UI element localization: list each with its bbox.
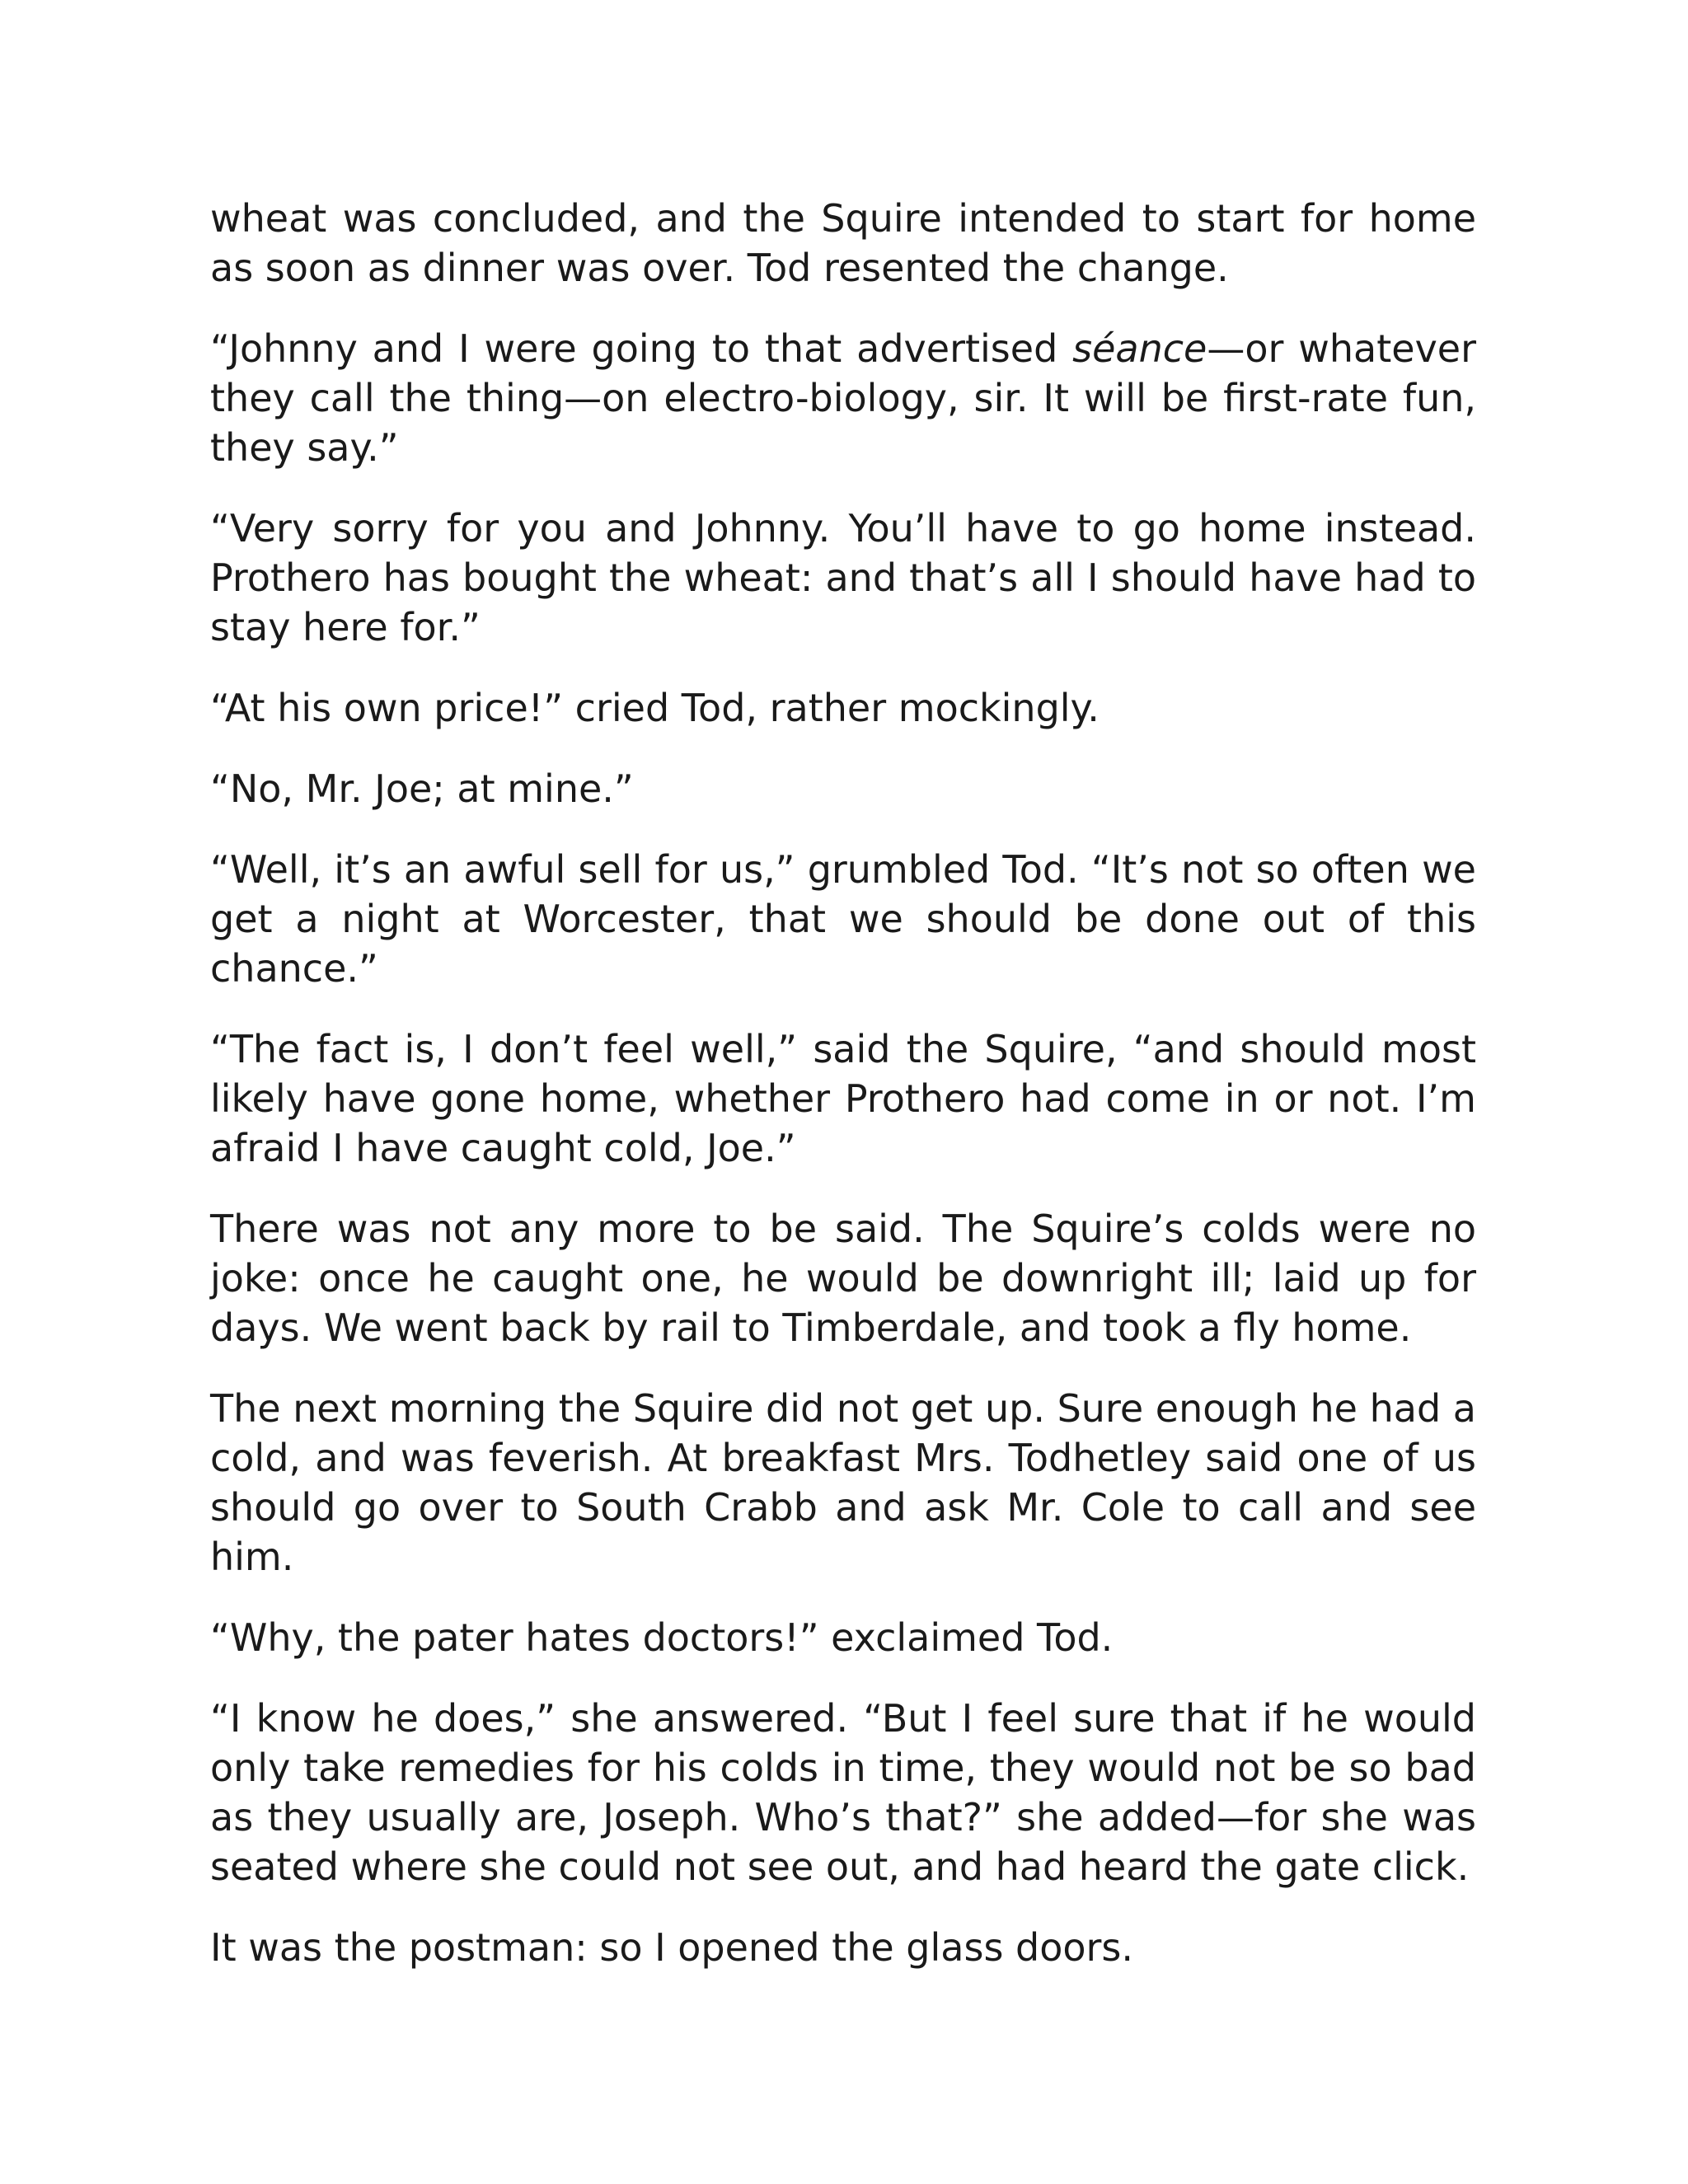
paragraph-5 bbox=[210, 764, 1476, 813]
paragraph-text: wheat was concluded, and the Squire intended to start for home as soon as dinner was over. Tod resented the change. bbox=[210, 196, 1476, 290]
paragraph-3 bbox=[210, 504, 1476, 652]
paragraph-4 bbox=[210, 683, 1476, 733]
paragraph-text: There was not any more to be said. The Squire’s colds were no joke: once he caught one, he would be downright ill; laid up for days. We went back by rail to Timberdale, and took a fly home. bbox=[210, 1207, 1476, 1350]
paragraph-6 bbox=[210, 845, 1476, 993]
paragraph-1 bbox=[210, 194, 1476, 293]
paragraph-10 bbox=[210, 1613, 1476, 1662]
paragraph-text: “The fact is, I don’t feel well,” said the Squire, “and should most likely have gone home, whether Prothero had come in or not. I’m afraid I have caught cold, Joe.” bbox=[210, 1027, 1476, 1170]
paragraph-text: The next morning the Squire did not get up. Sure enough he had a cold, and was feverish. At breakfast Mrs. Todhetley said one of us should go over to South Crabb and ask Mr. Cole to call and see him. bbox=[210, 1386, 1476, 1579]
paragraph-text: —or whatever they call the thing—on electro-biology, sir. It will be first-rate fun, they say.” bbox=[210, 326, 1477, 470]
paragraph-8 bbox=[210, 1204, 1476, 1352]
paragraph-12 bbox=[210, 1923, 1476, 1972]
paragraph-text: “No, Mr. Joe; at mine.” bbox=[210, 766, 634, 811]
paragraph-text: “I know he does,” she answered. “But I feel sure that if he would only take remedies for his colds in time, they would not be so bad as they usually are, Joseph. Who’s that?” she added—for she was seated where she could not see out, and had heard the gate click. bbox=[210, 1696, 1476, 1889]
paragraph-text: It was the postman: so I opened the glass doors. bbox=[210, 1925, 1134, 1970]
italic-word: séance bbox=[1072, 326, 1207, 371]
paragraph-2 bbox=[210, 324, 1476, 472]
paragraph-text: “Johnny and I were going to that advertised bbox=[210, 326, 1073, 371]
paragraph-text: “At his own price!” cried Tod, rather mockingly. bbox=[210, 686, 1100, 730]
paragraph-7 bbox=[210, 1024, 1476, 1173]
paragraph-text: “Well, it’s an awful sell for us,” grumbled Tod. “It’s not so often we get a night at Worcester, that we should be done out of this chance.” bbox=[210, 847, 1476, 991]
paragraph-text: “Very sorry for you and Johnny. You’ll have to go home instead. Prothero has bought the wheat: and that’s all I should have had to stay here for.” bbox=[210, 506, 1476, 649]
paragraph-9 bbox=[210, 1384, 1476, 1582]
paragraph-text: “Why, the pater hates doctors!” exclaimed Tod. bbox=[210, 1615, 1114, 1660]
paragraph-11 bbox=[210, 1694, 1476, 1891]
document-page bbox=[210, 194, 1476, 2004]
